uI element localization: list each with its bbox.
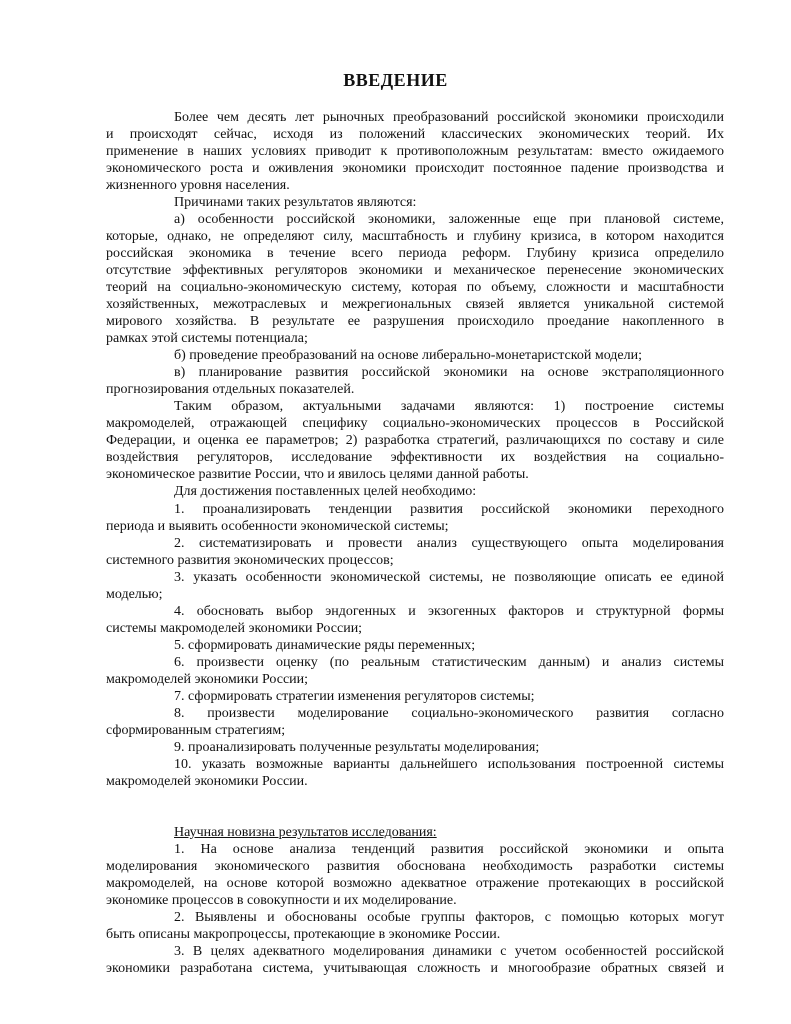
list-item-line: 5. сформировать динамические ряды переменных; xyxy=(174,638,476,653)
list-item-line: периода и выявить особенности экономической системы; xyxy=(106,519,449,534)
text-line: моделирования экономического развития обоснована необходимость разработки системы xyxy=(106,859,724,874)
text-line: применение в наших условиях приводит к противоположным результатам: вместо ожидаемого xyxy=(106,144,724,159)
list-item-line: 8. произвести моделирование социально-экономического развития согласно xyxy=(174,706,724,721)
text-line: экономическое развитие России, что и явилось целями данной работы. xyxy=(106,467,529,482)
list-item-line: моделью; xyxy=(106,587,163,602)
text-line: мирового хозяйства. В результате ее разрушения происходило проедание накопленного в xyxy=(106,314,724,329)
text-line: теорий на социально-экономическую систему, которая по объему, сложности и масштабности xyxy=(106,280,724,295)
text-line: быть описаны макропроцессы, протекающие в экономике России. xyxy=(106,927,501,942)
text-line: а) особенности российской экономики, заложенные еще при плановой системе, xyxy=(174,212,724,227)
list-item-line: системы макромоделей экономики России; xyxy=(106,621,363,636)
text-line: экономике процессов в совокупности и их моделирование. xyxy=(106,893,457,908)
text-line: рамках этой системы потенциала; xyxy=(106,331,308,346)
page-title: ВВЕДЕНИЕ xyxy=(343,70,448,90)
text-line: экономики разработана система, учитывающая сложность и многообразие обратных связей и xyxy=(106,961,724,976)
text-line: российская экономика в течение всего периода реформ. Глубину кризиса определило xyxy=(106,246,724,261)
text-line: экономического роста и оживления экономики происходит постоянное падение производства и xyxy=(106,161,724,176)
list-item-line: сформированным стратегиям; xyxy=(106,723,286,738)
text-line: хозяйственных, межотраслевых и межрегиональных связей является уникальной системой xyxy=(106,297,724,312)
list-item-line: 9. проанализировать полученные результаты моделирования; xyxy=(174,740,540,755)
list-item-line: макромоделей экономики России; xyxy=(106,672,309,687)
text-line: прогнозирования отдельных показателей. xyxy=(106,382,355,397)
text-line: Причинами таких результатов являются: xyxy=(174,195,417,210)
list-item-line: системного развития экономических процессов; xyxy=(106,553,394,568)
text-line: 1. На основе анализа тенденций развития российской экономики и опыта xyxy=(174,842,724,857)
text-line: отсутствие эффективных регуляторов экономики и механическое перенесение экономических xyxy=(106,263,724,278)
text-line: макромоделей, отражающей специфику социально-экономических процессов в Российской xyxy=(106,416,724,431)
list-item-line: 3. указать особенности экономической системы, не позволяющие описать ее единой xyxy=(174,570,724,585)
text-line: макромоделей, на основе которой возможно адекватное отражение протекающих в российской xyxy=(106,876,724,891)
list-item-line: 4. обосновать выбор эндогенных и экзогенных факторов и структурной формы xyxy=(174,604,724,619)
list-item-line: 1. проанализировать тенденции развития российской экономики переходного xyxy=(174,502,724,517)
text-line: Федерации, и оценка ее параметров; 2) разработка стратегий, различающихся по составу и силе xyxy=(106,433,724,448)
text-line: Таким образом, актуальными задачами являются: 1) построение системы xyxy=(174,399,724,414)
text-line: и происходят сейчас, исходя из положений классических экономических теорий. Их xyxy=(106,127,724,142)
text-line: в) планирование развития российской экономики на основе экстраполяционного xyxy=(174,365,724,380)
list-item-line: 2. систематизировать и провести анализ существующего опыта моделирования xyxy=(174,536,724,551)
list-item-line: макромоделей экономики России. xyxy=(106,774,308,789)
text-line: жизненного уровня населения. xyxy=(106,178,290,193)
text-line: Для достижения поставленных целей необходимо: xyxy=(174,484,477,499)
text-line: Более чем десять лет рыночных преобразований российской экономики происходили xyxy=(174,110,724,125)
text-line: которые, однако, не определяют силу, масштабность и глубину кризиса, в котором находится xyxy=(106,229,724,244)
list-item-line: 7. сформировать стратегии изменения регуляторов системы; xyxy=(174,689,535,704)
text-line: 3. В целях адекватного моделирования динамики с учетом особенностей российской xyxy=(174,944,724,959)
section-heading: Научная новизна результатов исследования: xyxy=(174,825,437,840)
text-line: 2. Выявлены и обоснованы особые группы факторов, с помощью которых могут xyxy=(174,910,724,925)
list-item-line: 10. указать возможные варианты дальнейшего использования построенной системы xyxy=(174,757,724,772)
text-line: воздействия регуляторов, исследование эффективности их воздействия на социально- xyxy=(106,450,724,465)
list-item-line: 6. произвести оценку (по реальным статистическим данным) и анализ системы xyxy=(174,655,724,670)
text-line: б) проведение преобразований на основе либерально-монетаристской модели; xyxy=(174,348,642,363)
